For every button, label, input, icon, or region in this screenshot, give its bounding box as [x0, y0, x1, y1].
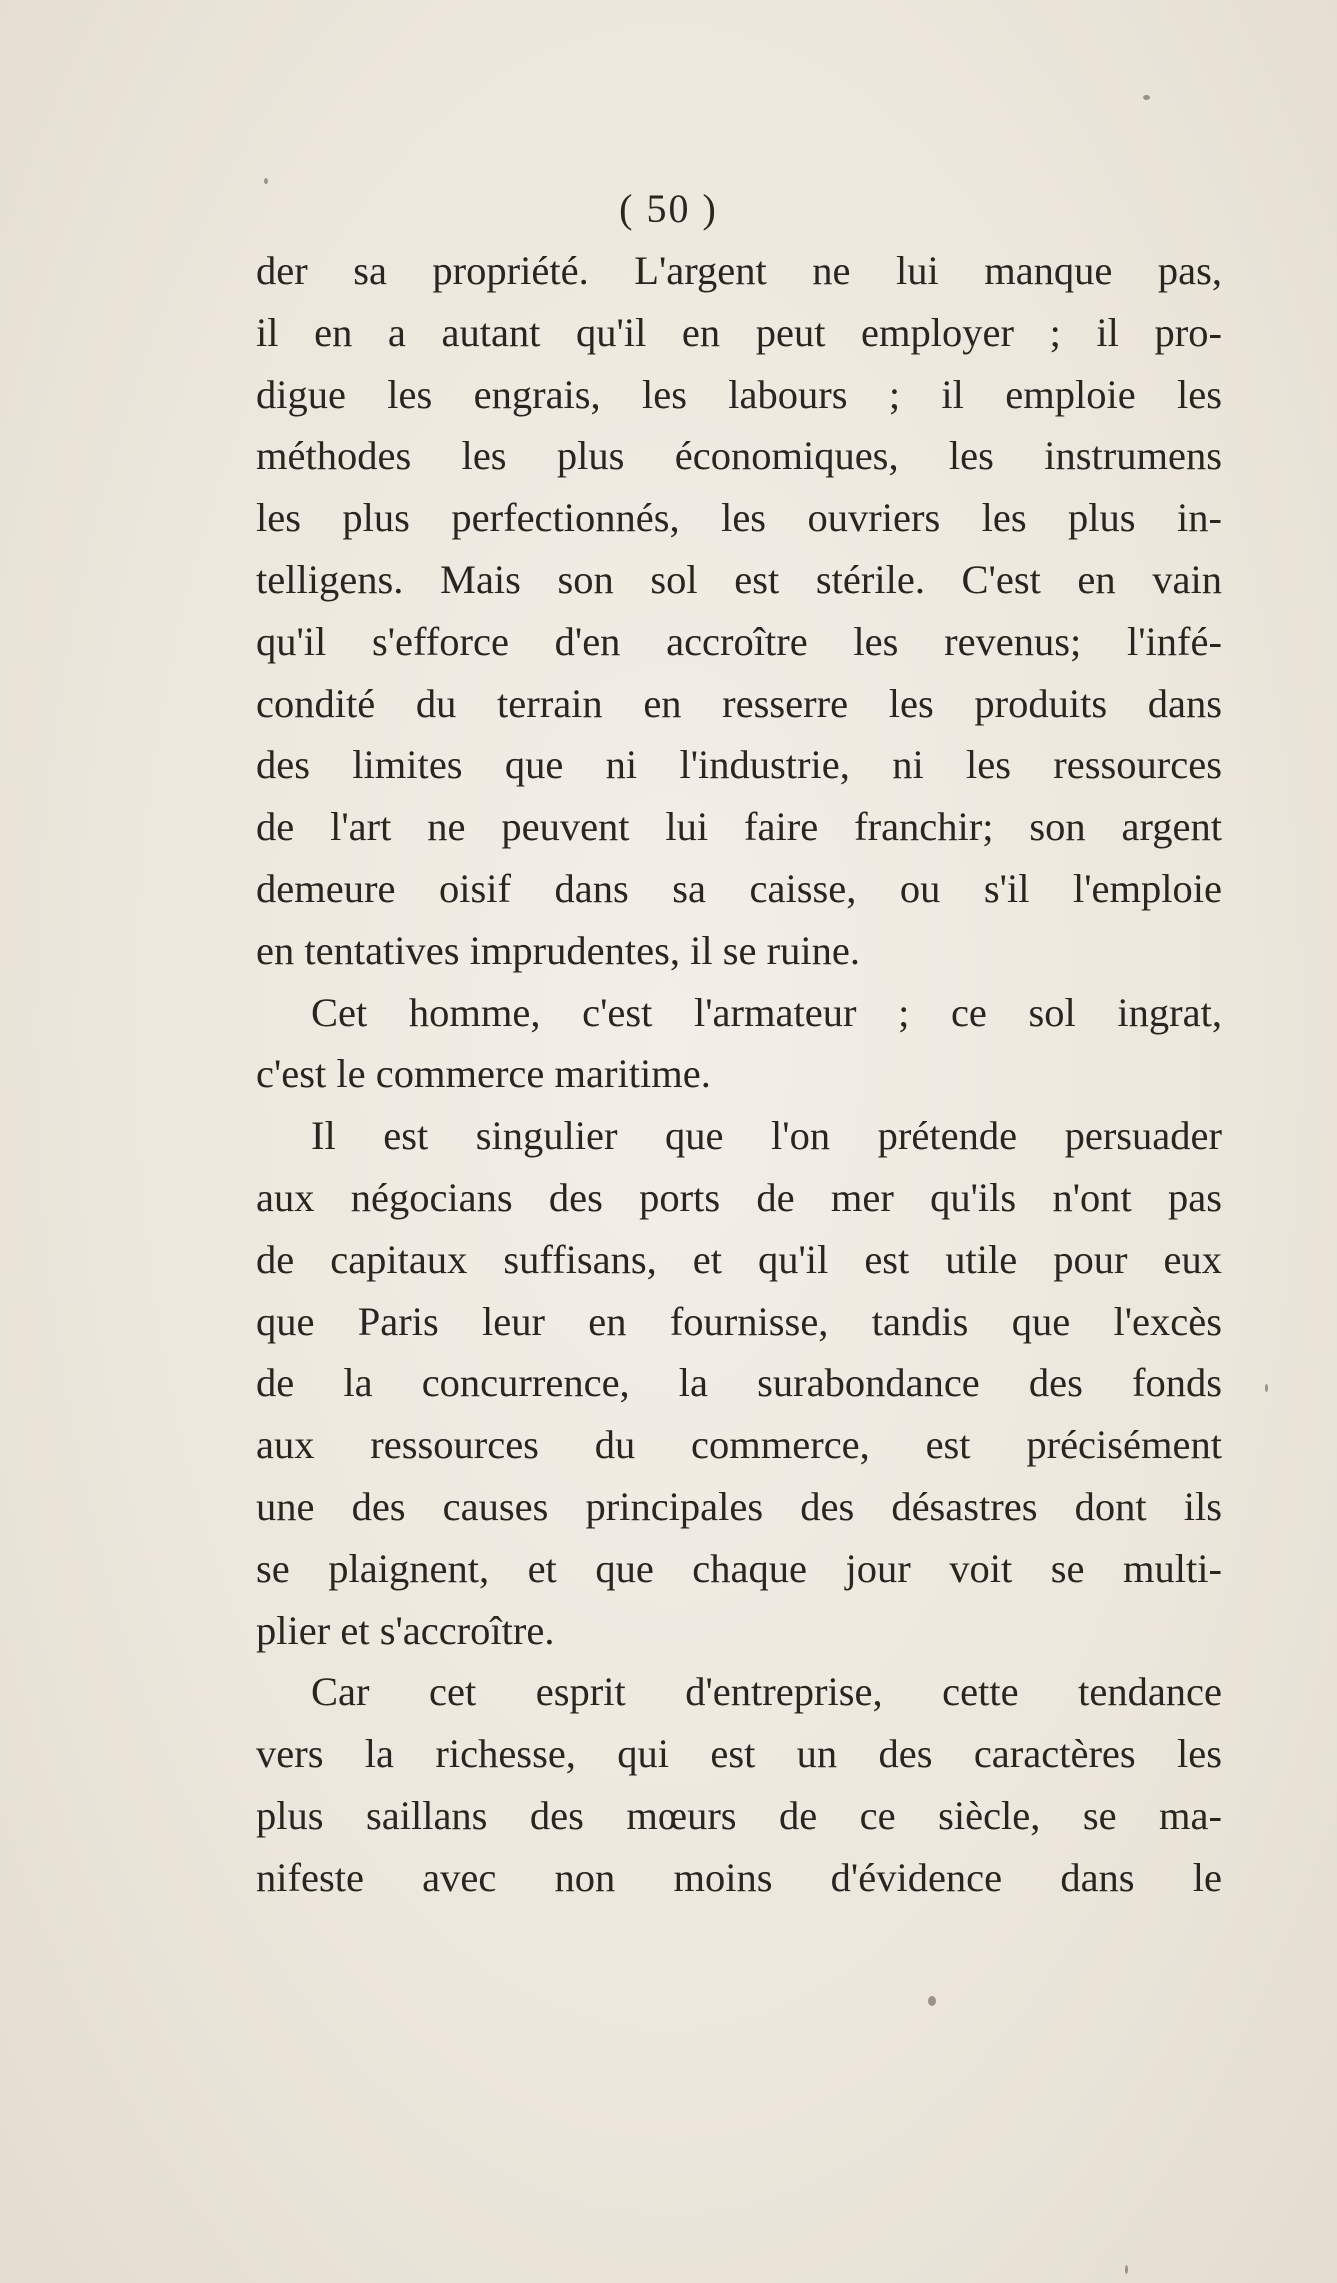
- text-line: nifeste avec non moins d'évidence dans le: [256, 1854, 1222, 1900]
- text-line: méthodes les plus économiques, les instrumens: [256, 433, 1222, 479]
- text-line: Car cet esprit d'entreprise, cette tendance: [311, 1669, 1222, 1715]
- text-line: condité du terrain en resserre les produits dans: [256, 680, 1222, 726]
- text-line: digue les engrais, les labours ; il emploie les: [256, 371, 1222, 417]
- text-line: demeure oisif dans sa caisse, ou s'il l'emploie: [256, 865, 1222, 911]
- text-line: qu'il s'efforce d'en accroître les revenus; l'infé-: [256, 618, 1222, 664]
- ink-speck: [1143, 95, 1150, 100]
- text-line: aux ressources du commerce, est précisément: [256, 1422, 1222, 1468]
- text-line: se plaignent, et que chaque jour voit se multi-: [256, 1545, 1222, 1591]
- ink-speck: [1125, 2265, 1128, 2274]
- text-line: der sa propriété. L'argent ne lui manque pas,: [256, 248, 1222, 293]
- text-line: plier et s'accroître.: [256, 1607, 555, 1653]
- text-line: telligens. Mais son sol est stérile. C'est en vain: [256, 556, 1222, 602]
- text-line: il en a autant qu'il en peut employer ; il pro-: [256, 309, 1222, 355]
- ink-speck: [264, 178, 268, 184]
- text-line: plus saillans des mœurs de ce siècle, se ma-: [256, 1792, 1222, 1838]
- text-line: une des causes principales des désastres dont ils: [256, 1483, 1222, 1529]
- text-line: Cet homme, c'est l'armateur ; ce sol ingrat,: [311, 989, 1222, 1035]
- text-line: c'est le commerce maritime.: [256, 1051, 711, 1097]
- ink-speck: [1265, 1384, 1268, 1392]
- text-line: aux négocians des ports de mer qu'ils n'ont pas: [256, 1174, 1222, 1220]
- text-line: Il est singulier que l'on prétende persuader: [311, 1113, 1222, 1159]
- text-line: de la concurrence, la surabondance des fonds: [256, 1360, 1222, 1406]
- text-line: les plus perfectionnés, les ouvriers les plus in-: [256, 495, 1222, 541]
- page-number: ( 50 ): [619, 186, 718, 231]
- text-line: de capitaux suffisans, et qu'il est utile pour eux: [256, 1236, 1222, 1282]
- text-line: vers la richesse, qui est un des caractères les: [256, 1731, 1222, 1777]
- body-text: [256, 240, 1222, 1909]
- text-line: que Paris leur en fournisse, tandis que l'excès: [256, 1298, 1222, 1344]
- text-line: des limites que ni l'industrie, ni les ressources: [256, 742, 1222, 788]
- text-line: en tentatives imprudentes, il se ruine.: [256, 927, 860, 973]
- text-line: de l'art ne peuvent lui faire franchir; son argent: [256, 804, 1222, 850]
- ink-speck: [928, 1996, 936, 2006]
